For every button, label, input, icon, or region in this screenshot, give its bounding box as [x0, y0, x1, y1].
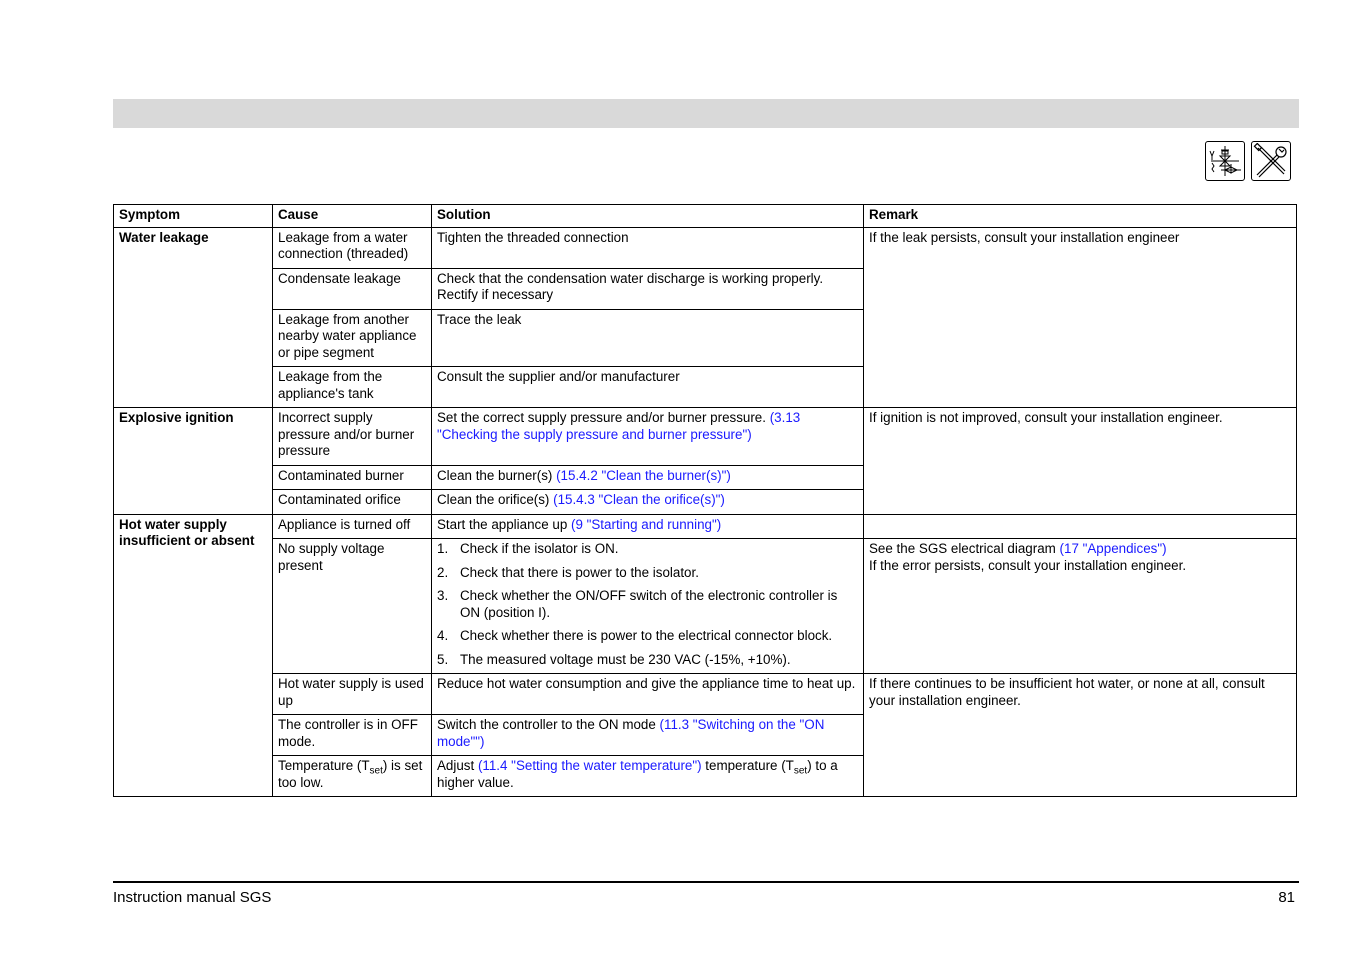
tools-icon	[1251, 141, 1291, 181]
xref-link[interactable]: (11.4 "Setting the water temperature")	[477, 758, 702, 773]
solution-cell	[432, 514, 864, 539]
table-row	[114, 539, 1297, 674]
cause-cell: Hot water supply is used up	[273, 674, 432, 715]
list-item: 3. Check whether the ON/OFF switch of the electronic controller is ON (position I).	[437, 588, 838, 620]
troubleshooting-table	[113, 204, 1297, 797]
solution-cell	[432, 465, 864, 490]
remark-cell	[864, 539, 1297, 674]
remark-cell: If ignition is not improved, consult your installation engineer.	[864, 408, 1297, 515]
table-header-row	[114, 205, 1297, 228]
solution-cell: Adjust (11.4 "Setting the water temperature") temperature $(T_{set})$ to a higher value.	[432, 756, 864, 797]
symptom-cell: Water leakage	[114, 227, 273, 408]
solution-text: Switch the controller to the ON mode	[437, 717, 660, 732]
xref-link[interactable]: (11.3 "Switching on the "ON mode"")	[437, 717, 825, 749]
xref-link[interactable]: (3.13 "Checking the supply pressure and burner pressure")	[437, 410, 801, 442]
list-item: 1. Check if the isolator is ON.	[437, 541, 619, 556]
table-row	[114, 408, 1297, 466]
cause-cell: Condensate leakage	[273, 268, 432, 309]
cause-cell: Leakage from another nearby water appliance or pipe segment	[273, 309, 432, 367]
solution-text: Start the appliance up	[437, 516, 571, 532]
symptom-cell: Hot water supply insufficient or absent	[114, 514, 273, 797]
icon-group	[1205, 141, 1291, 181]
remark-text: See the SGS electrical diagram	[869, 541, 1060, 556]
gas-valve-icon	[1205, 141, 1245, 181]
xref-link[interactable]: (17 "Appendices")	[1059, 541, 1167, 556]
header-solution: Solution	[432, 205, 864, 228]
xref-link[interactable]: (15.4.2 "Clean the burner(s)")	[556, 467, 731, 483]
header-cause: Cause	[273, 205, 432, 228]
footer-rule	[113, 881, 1299, 883]
solution-text: Clean the orifice(s)	[437, 492, 554, 507]
cause-cell: Incorrect supply pressure and/or burner pressure	[273, 408, 432, 466]
solution-cell	[432, 408, 864, 466]
solution-cell	[432, 539, 864, 674]
solution-cell: Trace the leak	[432, 309, 864, 367]
header-bar	[113, 99, 1299, 128]
solution-cell: Tighten the threaded connection	[432, 227, 864, 268]
table-row	[114, 514, 1297, 539]
solution-text: Clean the burner(s)	[437, 467, 557, 483]
cause-cell: Contaminated burner	[273, 465, 432, 490]
solution-text: Set the correct supply pressure and/or burner pressure.	[437, 410, 770, 425]
page-number: 81	[1278, 889, 1295, 906]
solution-cell: Reduce hot water consumption and give the appliance time to heat up.	[432, 674, 864, 715]
solution-cell	[432, 490, 864, 515]
remark-text: If the error persists, consult your installation engineer.	[869, 557, 1187, 573]
solution-cell: Check that the condensation water discharge is working properly. Rectify if necessary	[432, 268, 864, 309]
header-symptom: Symptom	[114, 205, 273, 228]
cause-cell: Appliance is turned off	[273, 514, 432, 539]
steps-list	[437, 541, 858, 668]
cause-cell: The controller is in OFF mode.	[273, 715, 432, 756]
remark-cell: If there continues to be insufficient hot water, or none at all, consult your installation engineer.	[864, 674, 1297, 797]
cause-cell: No supply voltage present	[273, 539, 432, 674]
xref-link[interactable]: (15.4.3 "Clean the orifice(s)")	[553, 492, 725, 507]
list-item: 5. The measured voltage must be 230 VAC (-15%, +10%).	[437, 651, 791, 667]
solution-cell: Consult the supplier and/or manufacturer	[432, 367, 864, 408]
table-row	[114, 674, 1297, 715]
cause-cell: Leakage from a water connection (threaded)	[273, 227, 432, 268]
remark-cell: If the leak persists, consult your installation engineer	[864, 227, 1297, 408]
cause-cell: Temperature $(T_{set})$ is set too low.	[273, 756, 432, 797]
symptom-cell: Explosive ignition	[114, 408, 273, 515]
remark-cell-empty	[864, 514, 1297, 539]
solution-cell	[432, 715, 864, 756]
xref-link[interactable]: (9 "Starting and running")	[571, 516, 722, 532]
header-remark: Remark	[864, 205, 1297, 228]
list-item: 2. Check that there is power to the isolator.	[437, 564, 699, 580]
table-row	[114, 227, 1297, 268]
cause-cell: Leakage from the appliance's tank	[273, 367, 432, 408]
footer-title: Instruction manual SGS	[113, 889, 272, 906]
cause-cell: Contaminated orifice	[273, 490, 432, 515]
list-item: 4. Check whether there is power to the electrical connector block.	[437, 628, 833, 643]
